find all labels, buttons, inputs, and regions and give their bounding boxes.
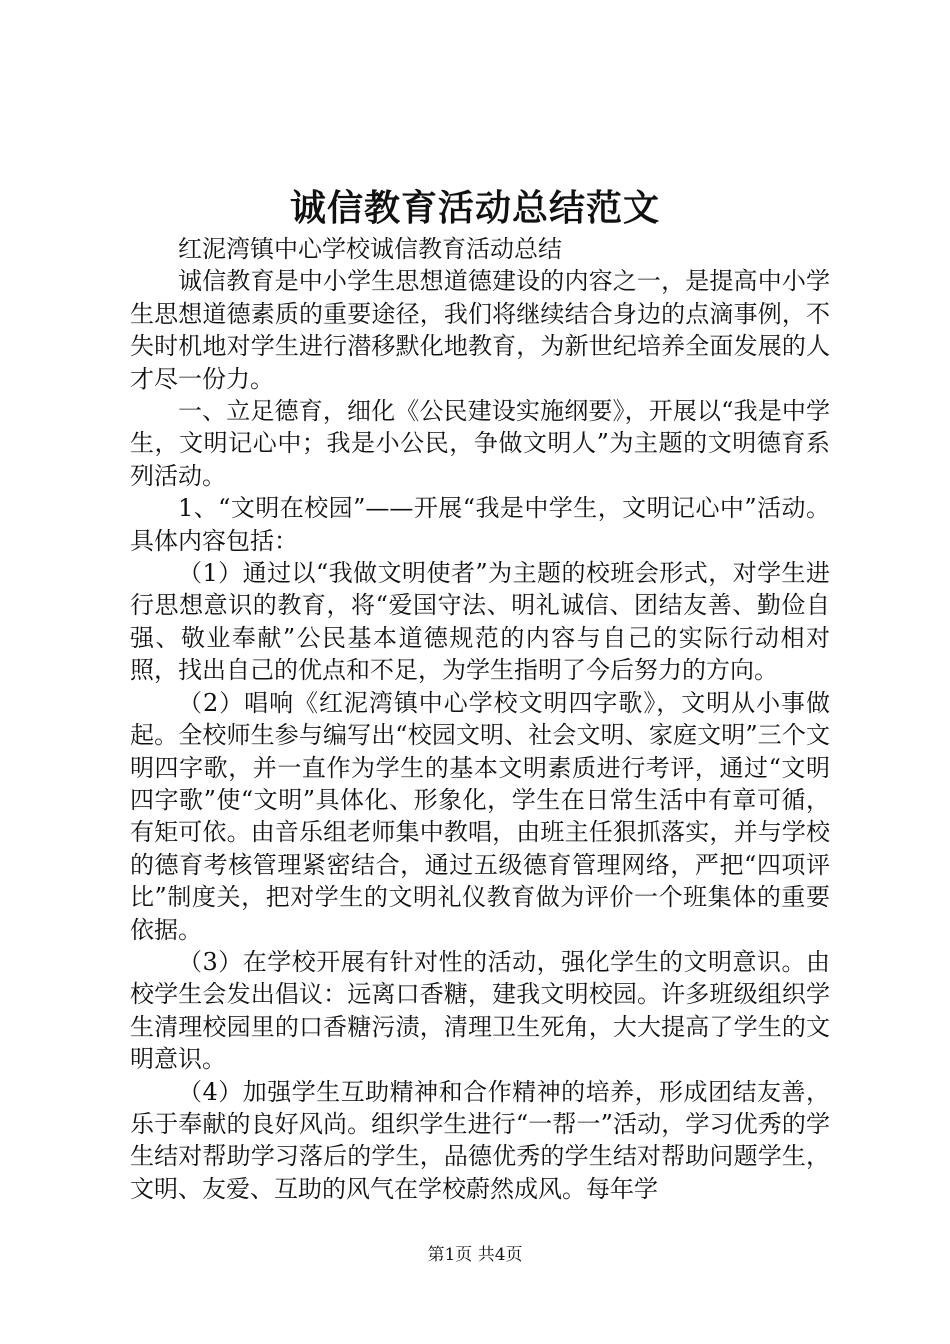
paragraph-subitem-4: （4）加强学生互助精神和合作精神的培养，形成团结友善，乐于奉献的良好风尚。组织学生进行“一帮一”活动，学习优秀的学生结对帮助学习落后的学生，品德优秀的学生结对帮助问题学生，文明、友爱、互助的风气在学校蔚然成风。每年学 bbox=[130, 1077, 830, 1203]
paragraph-subitem-1: （1）通过以“我做文明使者”为主题的校班会形式，对学生进行思想意识的教育，将“爱国守法、明礼诚信、团结友善、勤俭自强、敬业奉献”公民基本道德规范的内容与自己的实际行动相对照，找出自己的优点和不足，为学生指明了今后努力的方向。 bbox=[130, 559, 830, 685]
paragraph-subitem-3: （3）在学校开展有针对性的活动，强化学生的文明意识。由校学生会发出倡议：远离口香糖，建我文明校园。许多班级组织学生清理校园里的口香糖污渍，清理卫生死角，大大提高了学生的文明意识。 bbox=[130, 947, 830, 1074]
document-title: 诚信教育活动总结范文 bbox=[289, 187, 660, 229]
paragraph-item-1: 1、“文明在校园”——开展“我是中学生，文明记心中”活动。具体内容包括： bbox=[130, 494, 830, 555]
document-subtitle: 红泥湾镇中心学校诚信教育活动总结 bbox=[178, 235, 562, 263]
document-body bbox=[130, 233, 830, 1205]
paragraph-subitem-2: （2）唱响《红泥湾镇中心学校文明四字歌》，文明从小事做起。全校师生参与编写出“校园文明、社会文明、家庭文明”三个文明四字歌，并一直作为学生的基本文明素质进行考评，通过“文明四字歌”使“文明”具体化、形象化，学生在日常生活中有章可循，有矩可依。由音乐组老师集中教唱，由班主任狠抓落实，并与学校的德育考核管理紧密结合，通过五级德育管理网络，严把“四项评比”制度关，把对学生的文明礼仪教育做为评价一个班集体的重要依据。 bbox=[130, 688, 830, 944]
paragraph-section-1: 一、立足德育，细化《公民建设实施纲要》，开展以“我是中学生，文明记心中；我是小公民，争做文明人”为主题的文明德育系列活动。 bbox=[130, 397, 830, 490]
page-footer: 第1页 共4页 bbox=[427, 1245, 523, 1265]
paragraph-intro: 诚信教育是中小学生思想道德建设的内容之一，是提高中小学生思想道德素质的重要途径，我们将继续结合身边的点滴事例，不失时机地对学生进行潜移默化地教育，为新世纪培养全面发展的人才尽一份力。 bbox=[130, 267, 830, 393]
